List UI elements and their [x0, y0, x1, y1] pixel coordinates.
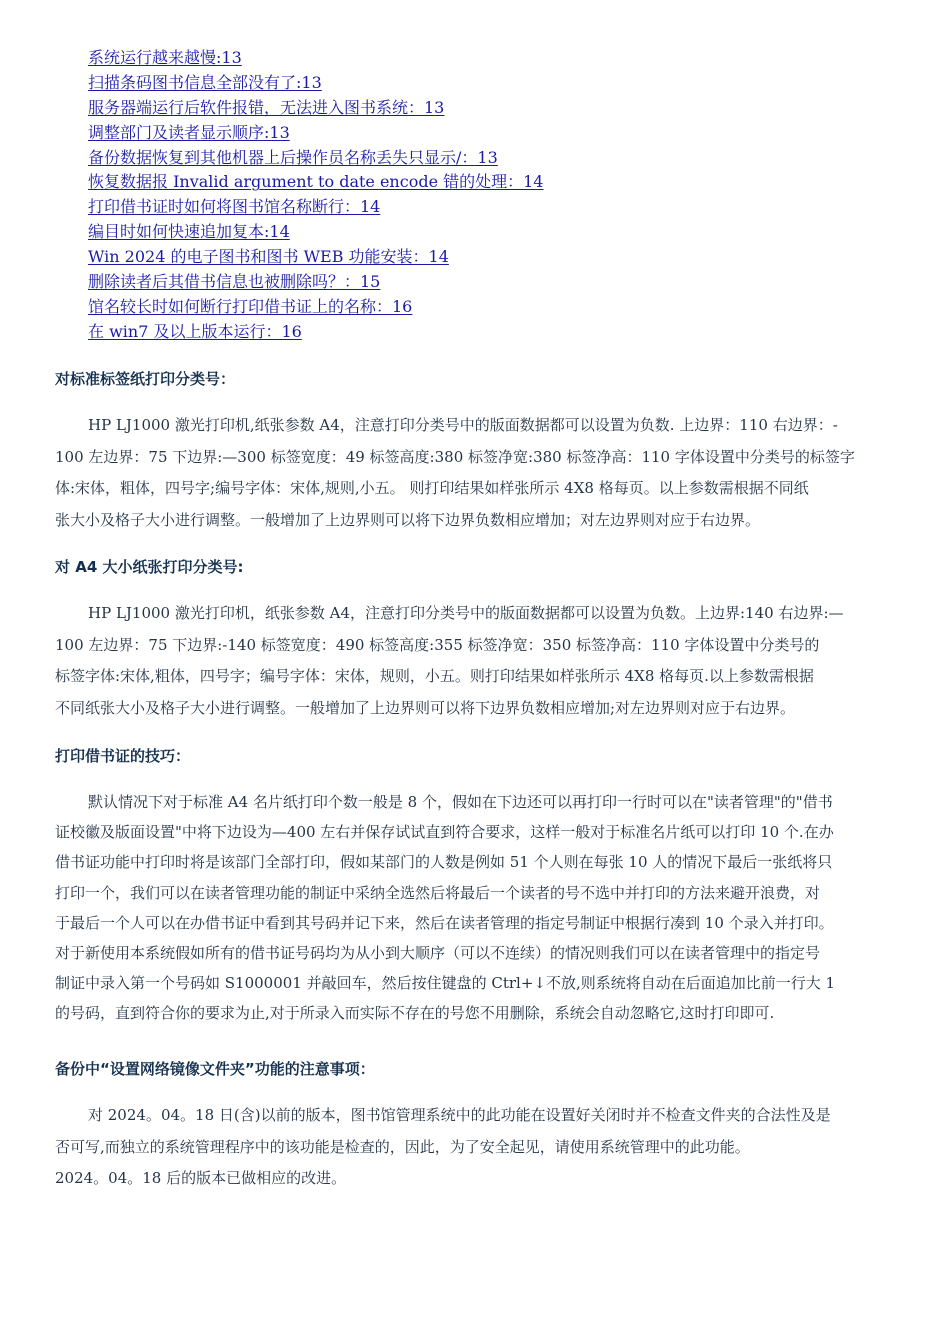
paragraph-line: 于最后一个人可以在办借书证中看到其号码并记下来，然后在读者管理的指定号制证中根据行凑到 10 个录入并打印。	[55, 913, 834, 932]
paragraph-line: 对于新使用本系统假如所有的借书证号码均为从小到大顺序（可以不连续）的情况则我们可以在读者管理中的指定号	[55, 944, 821, 963]
toc-link[interactable]: 打印借书证时如何将图书馆名称断行：14	[88, 197, 381, 217]
toc-link[interactable]: 服务器端运行后软件报错，无法进入图书系统：13	[88, 97, 445, 117]
paragraph-line: 2024。04。18 后的版本已做相应的改进。	[55, 1169, 347, 1187]
paragraph-line: 的号码，直到符合你的要求为止,对于所录入而实际不存在的号您不用删除，系统会自动忽略它,这时打印即可.	[55, 1004, 775, 1023]
paragraph-line: HP LJ1000 激光打印机,纸张参数 A4，注意打印分类号中的版面数据都可以设置为负数. 上边界：110 右边界：-	[88, 416, 838, 434]
section-heading: 对标准标签纸打印分类号：	[55, 370, 236, 388]
toc-item	[88, 71, 544, 96]
table-of-contents	[88, 46, 544, 345]
toc-link[interactable]: 在 win7 及以上版本运行：16	[88, 321, 302, 341]
toc-link[interactable]: 扫描条码图书信息全部没有了:13	[88, 72, 322, 92]
toc-item	[88, 295, 544, 320]
toc-link[interactable]: 备份数据恢复到其他机器上后操作员名称丢失只显示/：13	[88, 147, 498, 167]
toc-item	[88, 195, 544, 220]
section-heading: 对 A4 大小纸张打印分类号:	[55, 558, 244, 576]
paragraph-line: 证校徽及版面设置"中将下边设为—400 左右并保存试试直到符合要求，这样一般对于标准名片纸可以打印 10 个.在办	[55, 823, 834, 842]
toc-link[interactable]: 馆名较长时如何断行打印借书证上的名称：16	[88, 296, 413, 316]
paragraph-line: 100 左边界：75 下边界:—300 标签宽度：49 标签高度:380 标签净宽:380 标签净高：110 字体设置中分类号的标签字	[55, 447, 855, 466]
toc-item	[88, 121, 544, 146]
toc-link[interactable]: 恢复数据报 Invalid argument to date encode 错的处理：14	[88, 172, 544, 192]
paragraph-line: 借书证功能中打印时将是该部门全部打印，假如某部门的人数是例如 51 个人则在每张 10 人的情况下最后一张纸将只	[55, 853, 833, 872]
toc-item	[88, 96, 544, 121]
toc-item	[88, 220, 544, 245]
paragraph-line: 体:宋体，粗体，四号字;编号字体：宋体,规则,小五。 则打印结果如样张所示 4X8 格每页。以上参数需根据不同纸	[55, 479, 809, 497]
paragraph-line: 默认情况下对于标准 A4 名片纸打印个数一般是 8 个，假如在下边还可以再打印一行时可以在"读者管理"的"借书	[88, 793, 833, 811]
toc-item	[88, 320, 544, 345]
paragraph-line: 打印一个，我们可以在读者管理功能的制证中采纳全选然后将最后一个读者的号不选中并打印的方法来避开浪费，对	[55, 883, 821, 902]
section-heading: 备份中“设置网络镜像文件夹”功能的注意事项：	[55, 1060, 375, 1078]
toc-link[interactable]: 删除读者后其借书信息也被删除吗？：15	[88, 272, 381, 292]
section-paragraph	[55, 787, 915, 1029]
paragraph-line: 制证中录入第一个号码如 S1000001 并敲回车，然后按住键盘的 Ctrl+↓不放,则系统将自动在后面追加比前一行大 1	[55, 974, 836, 993]
toc-link[interactable]: 编目时如何快速追加复本:14	[88, 222, 290, 242]
paragraph-line: HP LJ1000 激光打印机，纸张参数 A4，注意打印分类号中的版面数据都可以设置为负数。上边界:140 右边界:—	[88, 604, 844, 622]
toc-link[interactable]: Win 2024 的电子图书和图书 WEB 功能安装：14	[88, 247, 449, 267]
toc-link[interactable]: 系统运行越来越慢:13	[88, 48, 242, 67]
toc-item	[88, 245, 544, 270]
section-paragraph	[55, 598, 915, 724]
toc-item	[88, 270, 544, 295]
paragraph-line: 否可写,而独立的系统管理程序中的该功能是检查的，因此，为了安全起见，请使用系统管理中的此功能。	[55, 1137, 750, 1156]
toc-item	[88, 46, 544, 71]
section-heading: 打印借书证的技巧：	[55, 747, 191, 765]
toc-item	[88, 146, 544, 171]
section-paragraph	[55, 1100, 915, 1195]
paragraph-line: 张大小及格子大小进行调整。一般增加了上边界则可以将下边界负数相应增加；对左边界则对应于右边界。	[55, 510, 761, 529]
paragraph-line: 对 2024。04。18 日(含)以前的版本，图书馆管理系统中的此功能在设置好关闭时并不检查文件夹的合法性及是	[88, 1106, 831, 1124]
paragraph-line: 100 左边界：75 下边界:-140 标签宽度：490 标签高度:355 标签净宽：350 标签净高：110 字体设置中分类号的	[55, 635, 820, 654]
paragraph-line: 不同纸张大小及格子大小进行调整。一般增加了上边界则可以将下边界负数相应增加;对左边界则对应于右边界。	[55, 698, 796, 717]
toc-item	[88, 170, 544, 195]
paragraph-line: 标签字体:宋体,粗体，四号字；编号字体：宋体，规则，小五。则打印结果如样张所示 4X8 格每页.以上参数需根据	[55, 667, 814, 685]
toc-link[interactable]: 调整部门及读者显示顺序:13	[88, 122, 290, 142]
section-paragraph	[55, 410, 915, 536]
